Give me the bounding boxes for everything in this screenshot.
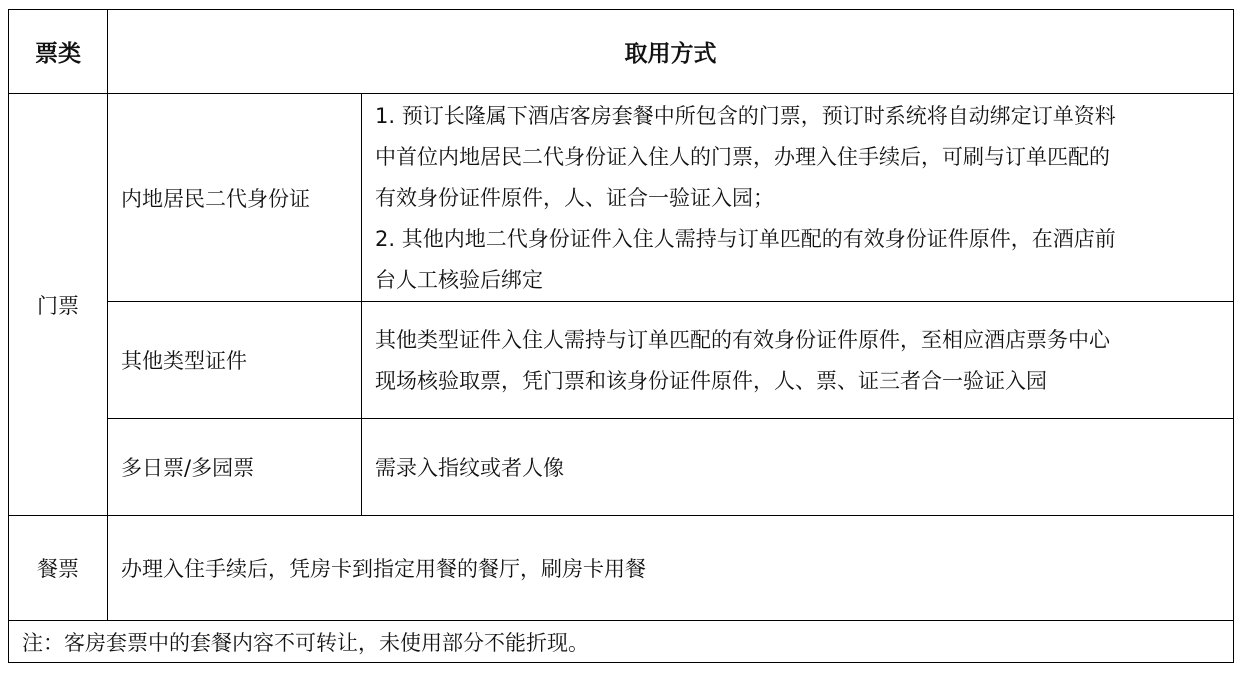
usage-method-multi-day: 需录入指纹或者人像 — [375, 456, 564, 480]
meal-usage-method: 办理入住手续后，凭房卡到指定用餐的餐厅，刷房卡用餐 — [121, 557, 646, 581]
usage-line: 2. 其他内地二代身份证件入住人需持与订单匹配的有效身份证件原件，在酒店前 — [375, 227, 1116, 251]
ticket-category-label: 门票 — [37, 293, 79, 318]
header-ticket-type: 票类 — [35, 41, 81, 67]
usage-line: 现场核验取票，凭门票和该身份证件原件，人、票、证三者合一验证入园 — [375, 369, 1047, 393]
id-type-mainland-id: 内地居民二代身份证 — [121, 186, 310, 211]
id-type-multi-day: 多日票/多园票 — [121, 456, 255, 480]
usage-line: 有效身份证件原件，人、证合一验证入园； — [375, 186, 774, 210]
usage-line: 1. 预订长隆属下酒店客房套餐中所包含的门票，预订时系统将自动绑定订单资料 — [375, 104, 1116, 128]
id-type-other: 其他类型证件 — [121, 349, 247, 373]
usage-line: 中首位内地居民二代身份证入住人的门票，办理入住手续后，可刷与订单匹配的 — [375, 145, 1110, 169]
usage-method-mainland-id — [361, 96, 1234, 301]
usage-line: 台人工核验后绑定 — [375, 268, 543, 292]
header-usage-method: 取用方式 — [624, 41, 717, 67]
meal-category-label: 餐票 — [37, 557, 79, 581]
usage-method-other-id — [361, 320, 1234, 418]
usage-line: 其他类型证件入住人需持与订单匹配的有效身份证件原件，至相应酒店票务中心 — [375, 328, 1110, 352]
footer-note: 注：客房套票中的套餐内容不可转让，未使用部分不能折现。 — [22, 630, 589, 655]
